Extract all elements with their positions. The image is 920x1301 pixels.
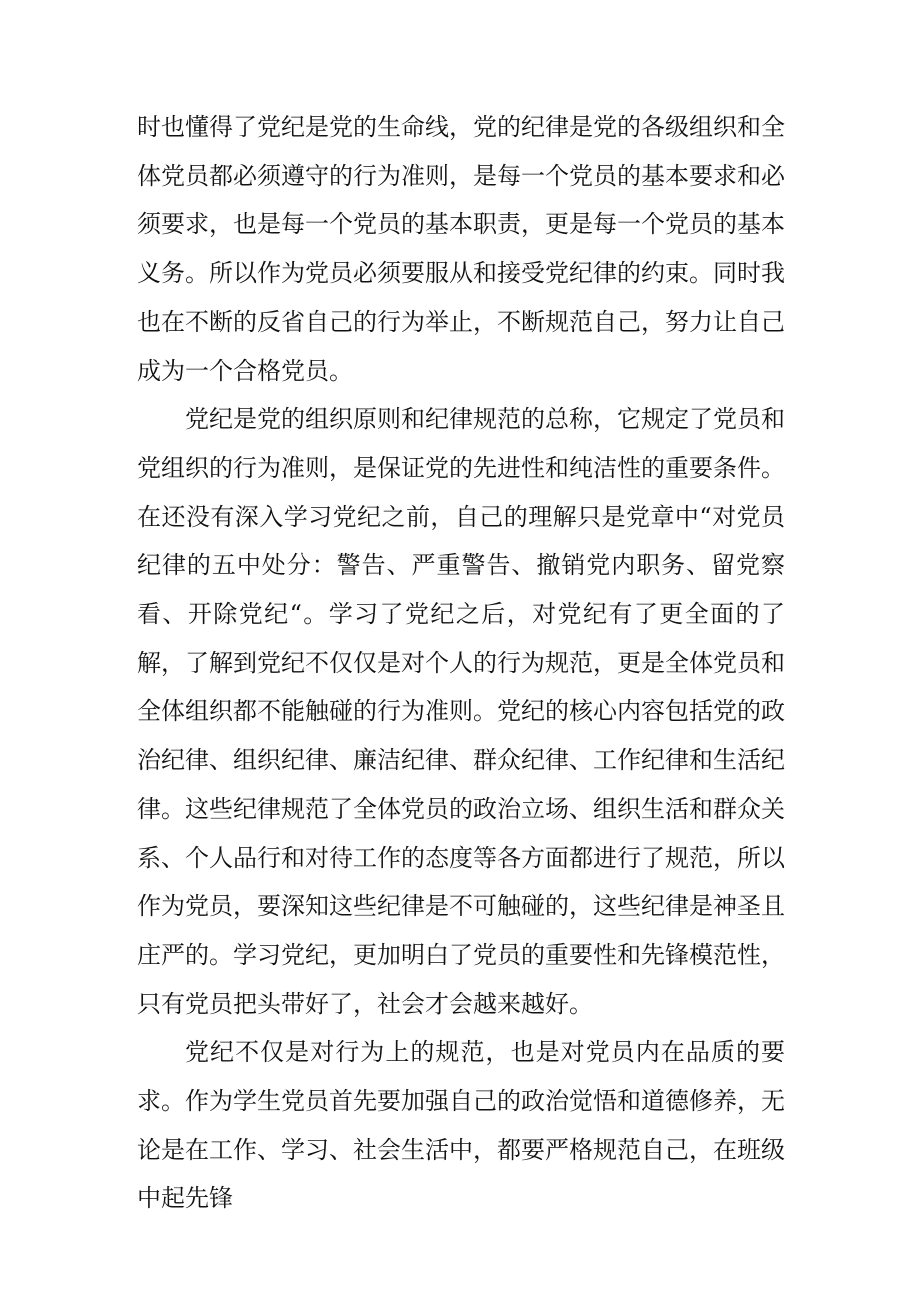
paragraph-3: 党纪不仅是对行为上的规范，也是对党员内在品质的要求。作为学生党员首先要加强自己的政治觉悟和道德修养，无论是在工作、学习、社会生活中，都要严格规范自己，在班级中起先锋 [137,1038,785,1213]
paragraph-2: 党纪是党的组织原则和纪律规范的总称，它规定了党员和党组织的行为准则，是保证党的先进性和纯洁性的重要条件。在还没有深入学习党纪之前，自己的理解只是党章中“对党员纪律的五中处分：警告、严重警告、撤销党内职务、留党察看、开除党纪“。学习了党纪之后，对党纪有了更全面的了解，了解到党纪不仅仅是对个人的行为规范，更是全体党员和全体组织都不能触碰的行为准则。党纪的核心内容包括党的政治纪律、组织纪律、廉洁纪律、群众纪律、工作纪律和生活纪律。这些纪律规范了全体党员的政治立场、组织生活和群众关系、个人品行和对待工作的态度等各方面都进行了规范，所以作为党员，要深知这些纪律是不可触碰的，这些纪律是神圣且庄严的。学习党纪，更加明白了党员的重要性和先锋模范性，只有党员把头带好了，社会才会越来越好。 [137,405,785,1018]
paragraph-1: 时也懂得了党纪是党的生命线，党的纪律是党的各级组织和全体党员都必须遵守的行为准则，是每一个党员的基本要求和必须要求，也是每一个党员的基本职责，更是每一个党员的基本义务。所以作为党员必须要服从和接受党纪律的约束。同时我也在不断的反省自己的行为举止，不断规范自己，努力让自己成为一个合格党员。 [137,113,785,385]
document-body [137,103,785,1223]
